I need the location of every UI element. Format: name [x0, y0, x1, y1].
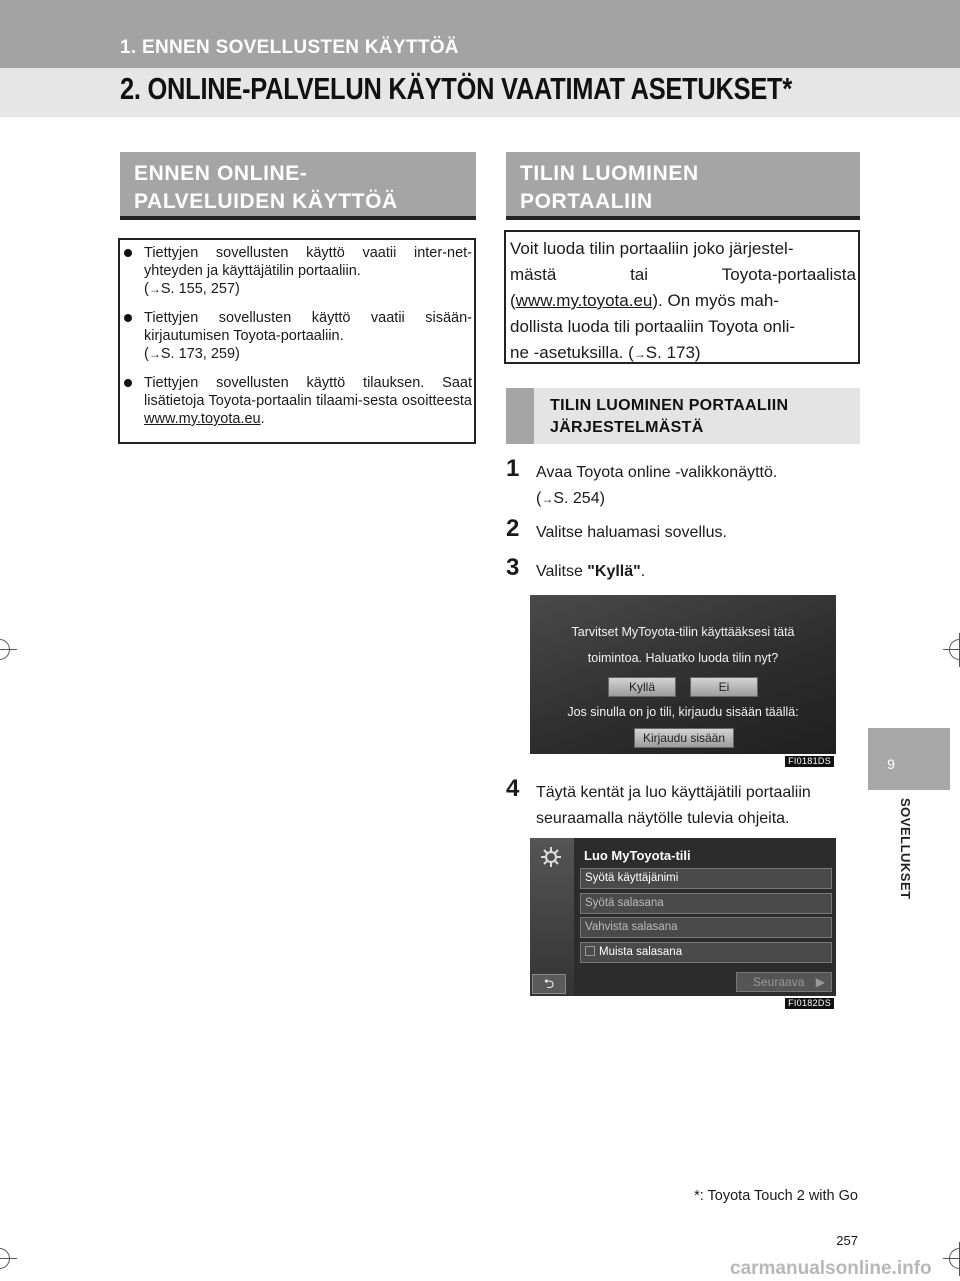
figure-code: FI0181DS — [785, 756, 834, 767]
chapter-label: SOVELLUKSET — [898, 798, 913, 900]
arrow-icon: → — [148, 347, 161, 361]
list-item: Tiettyjen sovellusten käyttö vaatii sisään-kirjautumisen Toyota-portaaliin. (→S. 173, 259) — [122, 309, 472, 363]
right-box-title — [506, 152, 860, 220]
registration-mark — [943, 1242, 960, 1276]
confirm-password-field[interactable]: Vahvista salasana — [580, 917, 832, 938]
right-box-title-line: PORTAALIIN — [520, 190, 653, 213]
settings-icon — [540, 846, 562, 868]
registration-mark — [943, 633, 960, 667]
registration-mark — [0, 633, 17, 667]
watermark: carmanualsonline.info — [730, 1258, 932, 1279]
step-number: 1 — [506, 455, 520, 482]
username-field[interactable]: Syötä käyttäjänimi — [580, 868, 832, 889]
section-title: 1. ENNEN SOVELLUSTEN KÄYTTÖÄ — [120, 37, 459, 58]
list-item: Tiettyjen sovellusten käyttö tilauksen. Saat lisätietoja Toyota-portaalin tilaami-sesta osoitteesta www.my.toyota.eu. — [122, 374, 472, 428]
page-number: 257 — [836, 1233, 858, 1248]
form-title: Luo MyToyota-tili — [584, 848, 691, 863]
create-account-prompt-screenshot: Tarvitset MyToyota-tilin käyttääksesi tätä toimintoa. Haluatko luoda tilin nyt? Kyllä Ei Jos sinulla on jo tili, kirjaudu sisään täällä: Kirjaudu sisään FI0181DS — [530, 595, 836, 768]
footnote: *: Toyota Touch 2 with Go — [694, 1188, 858, 1204]
subheading-marker — [506, 388, 534, 444]
portal-link[interactable]: www.my.toyota.eu — [515, 291, 653, 310]
no-button[interactable]: Ei — [690, 677, 758, 697]
left-box-title-line: ENNEN ONLINE- — [134, 162, 308, 185]
arrow-icon: → — [633, 347, 646, 361]
intro-text: Voit luoda tilin portaaliin joko järjestel- mästä tai Toyota-portaalista (www.my.toyota.eu). On myös mah- dollista luoda tili portaaliin Toyota onli- ne -asetuksilla. (→S. 173) — [510, 239, 856, 362]
checkbox-icon — [585, 946, 595, 956]
portal-link[interactable]: www.my.toyota.eu — [144, 411, 261, 427]
yes-button[interactable]: Kyllä — [608, 677, 676, 697]
back-icon: ⮌ — [543, 976, 555, 991]
bullet-list — [122, 244, 472, 439]
play-arrow-icon: ▶ — [815, 975, 825, 989]
step-number: 3 — [506, 554, 520, 581]
login-button[interactable]: Kirjaudu sisään — [634, 728, 734, 748]
step-number: 2 — [506, 515, 520, 542]
next-button[interactable]: Seuraava ▶ — [736, 972, 832, 992]
list-item: Tiettyjen sovellusten käyttö vaatii inter-net-yhteyden ja käyttäjätilin portaaliin. (→S. 155, 257) — [122, 244, 472, 298]
page-reference: (→S. 173, 259) — [144, 346, 240, 362]
password-field[interactable]: Syötä salasana — [580, 893, 832, 914]
left-box-title-line: PALVELUIDEN KÄYTTÖÄ — [134, 190, 398, 213]
chapter-number: 9 — [887, 756, 895, 772]
remember-password-checkbox[interactable]: Muista salasana — [580, 942, 832, 963]
subheading: TILIN LUOMINEN PORTAALIIN JÄRJESTELMÄSTÄ — [550, 397, 789, 436]
create-account-form-screenshot — [530, 838, 836, 1010]
page-title: 2. ONLINE-PALVELUN KÄYTÖN VAATIMAT ASETUKSET* — [120, 71, 792, 106]
step-number: 4 — [506, 775, 520, 802]
left-box-title — [120, 152, 476, 220]
figure-code: FI0182DS — [785, 998, 834, 1009]
arrow-icon: → — [148, 282, 161, 296]
registration-mark — [0, 1242, 17, 1276]
right-box-title-line: TILIN LUOMINEN — [520, 162, 699, 185]
arrow-icon: → — [541, 492, 554, 506]
back-button[interactable] — [532, 974, 566, 994]
page-reference: (→S. 155, 257) — [144, 281, 240, 297]
